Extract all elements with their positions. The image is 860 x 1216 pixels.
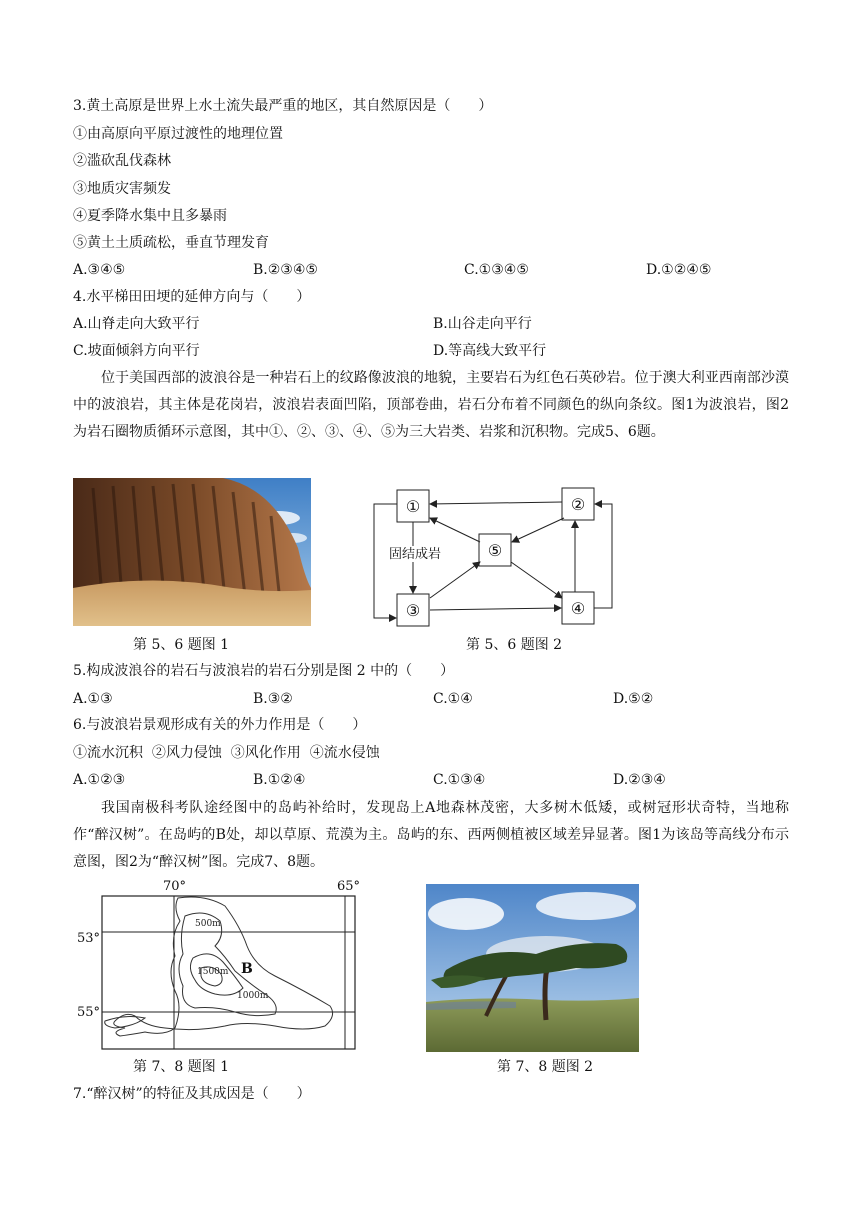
lat-label-53: 53°: [77, 931, 101, 946]
q6-option-c[interactable]: C.①③④: [433, 772, 486, 788]
q4-option-c[interactable]: C.坡面倾斜方向平行: [73, 343, 200, 359]
q5-option-a[interactable]: A.①③: [73, 691, 113, 707]
q5-option-d[interactable]: D.⑤②: [613, 691, 654, 707]
q3-item-3: ③地质灾害频发: [73, 181, 171, 197]
q3-item-2: ②滥砍乱伐森林: [73, 153, 171, 169]
rock-cycle-diagram: [370, 484, 615, 632]
q6-stem: 6.与波浪岩景观形成有关的外力作用是（ ）: [73, 717, 367, 733]
wave-rock-photo: [73, 478, 311, 626]
q6-items: ①流水沉积 ②风力侵蚀 ③风化作用 ④流水侵蚀: [73, 745, 380, 761]
q3-item-1: ①由高原向平原过渡性的地理位置: [73, 126, 283, 142]
q7-stem: 7.“醉汉树”的特征及其成因是（ ）: [73, 1086, 311, 1102]
consolidation-label: 固结成岩: [388, 547, 442, 562]
q4-option-b[interactable]: B.山谷走向平行: [433, 316, 532, 332]
q3-option-d[interactable]: D.①②④⑤: [646, 262, 712, 278]
rock-node-5-label: ⑤: [487, 541, 503, 560]
contour-label-1000: 1000m: [237, 991, 269, 1001]
contour-label-500: 500m: [195, 919, 221, 929]
rock-node-1-label: ①: [405, 497, 421, 516]
q3-option-c[interactable]: C.①③④⑤: [464, 262, 529, 278]
passage-7-8: 我国南极科考队途经图中的岛屿补给时，发现岛上A地森林茂密，大多树木低矮，或树冠形状奇特，当地称作“醉汉树”。在岛屿的B处，却以草原、荒漠为主。岛屿的东、西两侧植被区域差异显著。图1为该岛等高线分布示意图，图2为“醉汉树”图。完成7、8题。: [73, 800, 789, 870]
rock-node-2-label: ②: [570, 495, 586, 514]
point-b-label: B: [241, 961, 253, 977]
q6-option-b[interactable]: B.①②④: [253, 772, 306, 788]
q5-option-b[interactable]: B.③②: [253, 691, 293, 707]
q5-option-c[interactable]: C.①④: [433, 691, 473, 707]
passage-5-6: 位于美国西部的波浪谷是一种岩石上的纹路像波浪的地貌，主要岩石为红色石英砂岩。位于澳大利亚西南部沙漠中的波浪岩，其主体是花岗岩，波浪岩表面凹陷，顶部卷曲，岩石分布着不同颜色的纵向条纹。图1为波浪岩，图2为岩石圈物质循环示意图，其中①、②、③、④、⑤为三大岩类、岩浆和沉积物。完成5、6题。: [73, 370, 789, 440]
q3-option-b[interactable]: B.②③④⑤: [253, 262, 318, 278]
q3-item-5: ⑤黄土土质疏松，垂直节理发育: [73, 235, 269, 251]
lon-label-65: 65°: [337, 879, 360, 894]
q4-option-d[interactable]: D.等高线大致平行: [433, 343, 547, 359]
island-contour-map: [75, 876, 360, 1052]
q3-stem: 3.黄土高原是世界上水土流失最严重的地区，其自然原因是（ ）: [73, 98, 493, 114]
rock-node-3-label: ③: [405, 601, 421, 620]
q4-stem: 4.水平梯田田埂的延伸方向与（ ）: [73, 289, 311, 305]
lon-label-70: 70°: [163, 879, 187, 894]
q4-option-a[interactable]: A.山脊走向大致平行: [73, 316, 200, 332]
q6-option-d[interactable]: D.②③④: [613, 772, 666, 788]
rock-node-4-label: ④: [570, 599, 586, 618]
q3-item-4: ④夏季降水集中且多暴雨: [73, 208, 227, 224]
fig56-caption-1: 第 5、6 题图 1: [133, 637, 230, 653]
q5-stem: 5.构成波浪谷的岩石与波浪岩的岩石分别是图 2 中的（ ）: [73, 663, 455, 679]
fig56-caption-2: 第 5、6 题图 2: [466, 637, 563, 653]
q3-option-a[interactable]: A.③④⑤: [73, 262, 126, 278]
lat-label-55: 55°: [77, 1005, 101, 1020]
fig78-caption-2: 第 7、8 题图 2: [497, 1059, 594, 1075]
q6-option-a[interactable]: A.①②③: [73, 772, 126, 788]
drunk-tree-photo: [426, 884, 639, 1052]
fig78-caption-1: 第 7、8 题图 1: [133, 1059, 230, 1075]
contour-label-1500: 1500m: [197, 967, 229, 977]
